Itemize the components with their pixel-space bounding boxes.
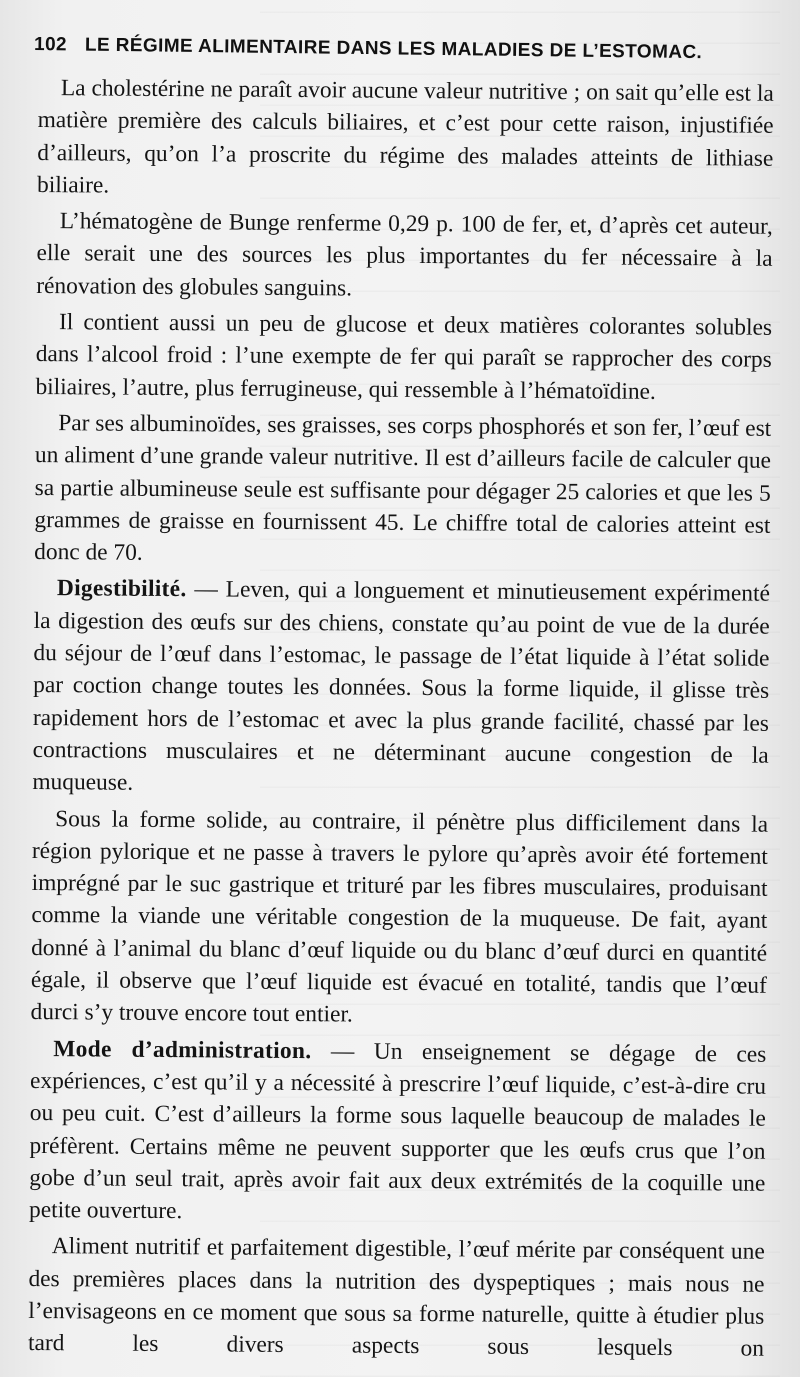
paragraph-digestibilite — [32, 572, 770, 804]
paragraph-text: Par ses albuminoïdes, ses graisses, ses corps phosphorés et son fer, l’œuf est un aliment d’une grande valeur nutritive. Il est d’ailleurs facile de calculer que sa partie albumineuse seule est suffisante pour dégager 25 calories et que les 5 grammes de graisse en fournissent 45. Le chiffre total de calories atteint est donc de 70. — [34, 410, 772, 566]
running-title: LE RÉGIME ALIMENTAIRE DANS LES MALADIES DE L’ESTOMAC. — [84, 34, 703, 64]
paragraph-text: Aliment nutritif et parfaitement digestible, l’œuf mérite par conséquent une des premières places dans la nutrition des dyspeptiques ; mais nous ne l’envisageons en ce moment que sous sa forme naturelle, quitte à étudier plus tard les divers aspects sous lesquels on — [27, 1233, 765, 1363]
paragraph-hematogene — [36, 205, 773, 308]
paragraph-text: Il contient aussi un peu de glucose et deux matières colorantes solubles dans l’alcool froid : l’une exempte de fer qui paraît se rapprocher des corps biliaires, l’autre, plus ferrugineuse, qui ressemble à l’hématoïdine. — [35, 309, 773, 405]
paragraph-mode-administration — [29, 1033, 766, 1233]
paragraph-aliment-nutritif — [28, 1230, 765, 1365]
section-heading-mode-administration: Mode d’administration. — [53, 1035, 312, 1064]
paragraph-text: — Un enseignement se dégage de ces expériences, c’est qu’il y a nécessité à prescrire l’œuf liquide, c’est-à-dire cru ou peu cuit. C’est d’ailleurs la forme sous laquelle beaucoup de malades le préfèrent. Certains même ne peuvent supporter que les œufs crus que l’on gobe d’un seul trait, après avoir fait aux deux extrémités de la coquille une petite ouverture. — [28, 1037, 767, 1225]
paragraph-forme-solide — [30, 803, 768, 1035]
body-text — [28, 72, 774, 1373]
paragraph-text: — Leven, qui a longuement et minutieusement expérimenté la digestion des œufs sur des chiens, constate qu’au point de vue de la durée du séjour de l’œuf dans l’estomac, le passage de l’état liquide à l’état solide par coction change toutes les données. Sous la forme liquide, il glisse très rapidement hors de l’estomac et avec la plus grande facilité, chassé par les contractions musculaires et ne déterminant aucune congestion de la muqueuse. — [32, 576, 771, 797]
paragraph-cholesterine — [37, 72, 774, 207]
section-heading-digestibilite: Digestibilité. — [56, 575, 187, 603]
paragraph-text: La cholestérine ne paraît avoir aucune valeur nutritive ; on sait qu’elle est la matière première des calculs biliaires, et c’est pour cette raison, injustifiée d’ailleurs, qu’on l’a proscrite du régime des malades atteints de lithiase biliaire. — [37, 75, 774, 199]
paragraph-valeur-nutritive — [34, 407, 771, 574]
paragraph-text: Sous la forme solide, au contraire, il pénètre plus difficilement dans la région pylorique et ne passe à travers le pylore qu’après avoir été fortement imprégné par le suc gastrique et trituré par les fibres musculaires, produisant comme la viande une véritable congestion de la muqueuse. De fait, ayant donné à l’animal du blanc d’œuf liquide ou du blanc d’œuf durci en quantité égale, il observe que l’œuf liquide est évacué en totalité, tandis que l’œuf durci s’y trouve encore tout entier. — [30, 805, 769, 1028]
running-head — [34, 34, 774, 73]
paragraph-glucose — [35, 306, 772, 409]
page-number: 102 — [33, 34, 68, 56]
paragraph-text: L’hématogène de Bunge renferme 0,29 p. 100 de fer, et, d’après cet auteur, elle serait une des sources les plus importantes du fer nécessaire à la rénovation des globules sanguins. — [36, 208, 773, 302]
